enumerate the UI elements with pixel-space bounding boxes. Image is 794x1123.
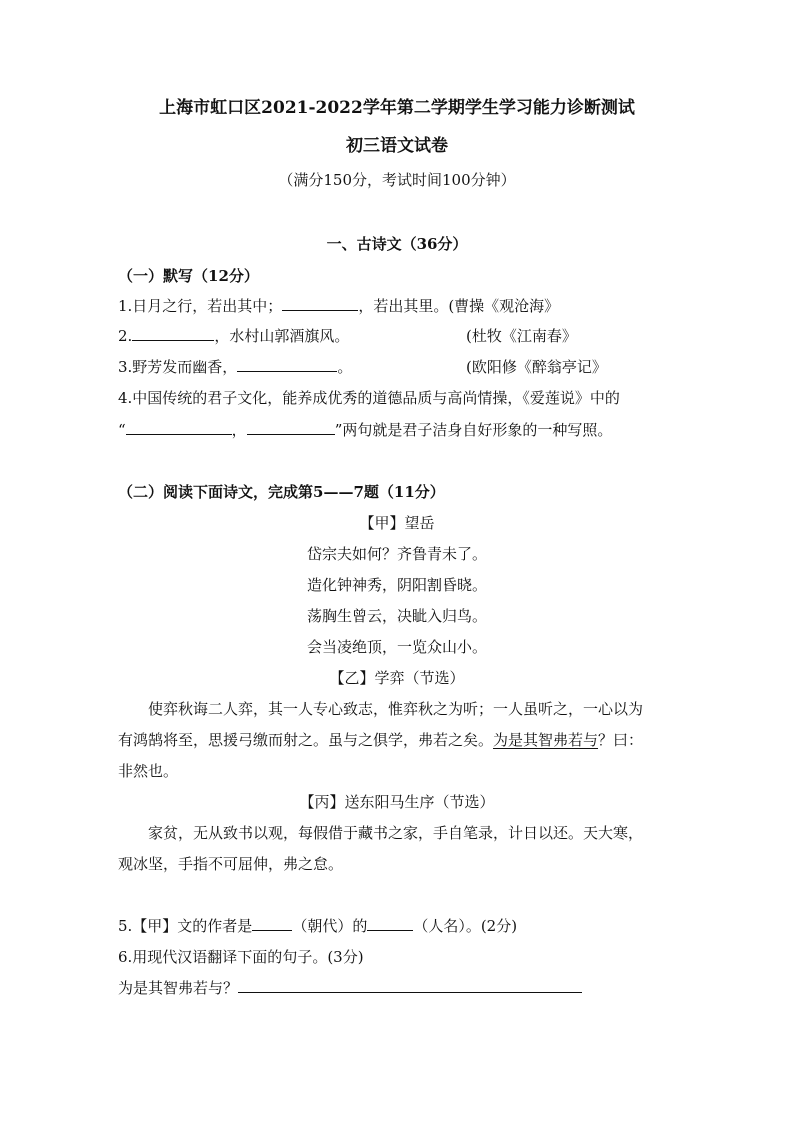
part2-heading: （二）阅读下面诗文，完成第5——7题（11分）: [118, 483, 445, 501]
question-6: 6.用现代汉语翻译下面的句子。(3分): [118, 948, 364, 966]
q6-answer-blank[interactable]: [238, 978, 582, 993]
q4-comma: ，: [231, 421, 247, 439]
question-6-prompt: [118, 978, 582, 998]
q3-blank[interactable]: [237, 357, 337, 372]
poem-line-1: 岱宗夫如何？齐鲁青未了。: [306, 545, 487, 563]
q5-blank-name[interactable]: [367, 916, 413, 931]
bing-line-2: 观冰坚，手指不可屈伸，弗之怠。: [118, 855, 344, 873]
bing-title: 【丙】送东阳马生序（节选）: [299, 793, 495, 811]
poem-line-2: 造化钟神秀，阴阳割昏晓。: [306, 576, 487, 594]
q2-source: (杜牧《江南春》: [466, 327, 577, 345]
question-1: [118, 296, 559, 316]
q5-text-b: （朝代）的: [292, 917, 368, 935]
q2-text-b: ，水村山郭酒旗风。: [214, 327, 350, 345]
q3-text-a: 3.野芳发而幽香，: [118, 358, 238, 376]
jia-title: 【甲】望岳: [359, 514, 435, 532]
poem-line-3: 荡胸生曾云，决眦入归鸟。: [306, 607, 487, 625]
question-3: [118, 357, 352, 377]
yi-underlined-sentence: 为是其智弗若与: [493, 731, 599, 749]
poem-line-4: 会当凌绝顶，一览众山小。: [306, 638, 487, 656]
q1-blank[interactable]: [282, 296, 358, 311]
exam-note: （满分150分，考试时间100分钟）: [278, 171, 516, 189]
q4-blank-2[interactable]: [247, 420, 335, 435]
question-4-line1: 4.中国传统的君子文化，能养成优秀的道德品质与高尚情操，《爱莲说》中的: [118, 389, 620, 407]
exam-title: 上海市虹口区2021-2022学年第二学期学生学习能力诊断测试: [159, 98, 635, 118]
q4-text-end: ”两句就是君子洁身自好形象的一种写照。: [334, 421, 613, 439]
yi-line-3: 非然也。: [118, 762, 179, 780]
q6-prompt-text: 为是其智弗若与？: [118, 979, 239, 997]
question-2: [118, 326, 349, 346]
q1-text-a: 1.日月之行，若出其中；: [118, 297, 283, 315]
question-5: [118, 916, 517, 936]
q3-text-b: 。: [337, 358, 353, 376]
q3-source: (欧阳修《醉翁亭记》: [466, 358, 607, 376]
exam-subtitle: 初三语文试卷: [346, 136, 448, 156]
yi-line-2-text: 有鸿鹄将至，思援弓缴而射之。虽与之俱学，弗若之矣。: [118, 731, 494, 749]
q5-text-a: 5.【甲】文的作者是: [118, 917, 253, 935]
yi-line-2-end: ？曰：: [598, 731, 644, 749]
q5-text-c: （人名）。(2分): [413, 917, 518, 935]
yi-line-1: 使弈秋诲二人弈，其一人专心致志，惟弈秋之为听；一人虽听之，一心以为: [148, 700, 644, 718]
q2-text-a: 2.: [118, 327, 133, 345]
yi-title: 【乙】学弈（节选）: [329, 669, 465, 687]
q2-blank[interactable]: [132, 326, 214, 341]
q1-text-b: ，若出其里。(曹操《观沧海》: [358, 297, 560, 315]
question-4-line2: [118, 420, 612, 440]
bing-line-1: 家贫，无从致书以观，每假借于藏书之家，手自笔录，计日以还。天大寒，: [148, 824, 644, 842]
part1-heading: （一）默写（12分）: [118, 267, 259, 285]
section-heading: 一、古诗文（36分）: [326, 235, 468, 253]
q5-blank-dynasty[interactable]: [252, 916, 292, 931]
q4-blank-1[interactable]: [126, 420, 232, 435]
yi-line-2: [118, 730, 643, 750]
q4-open-quote: “: [118, 421, 126, 439]
